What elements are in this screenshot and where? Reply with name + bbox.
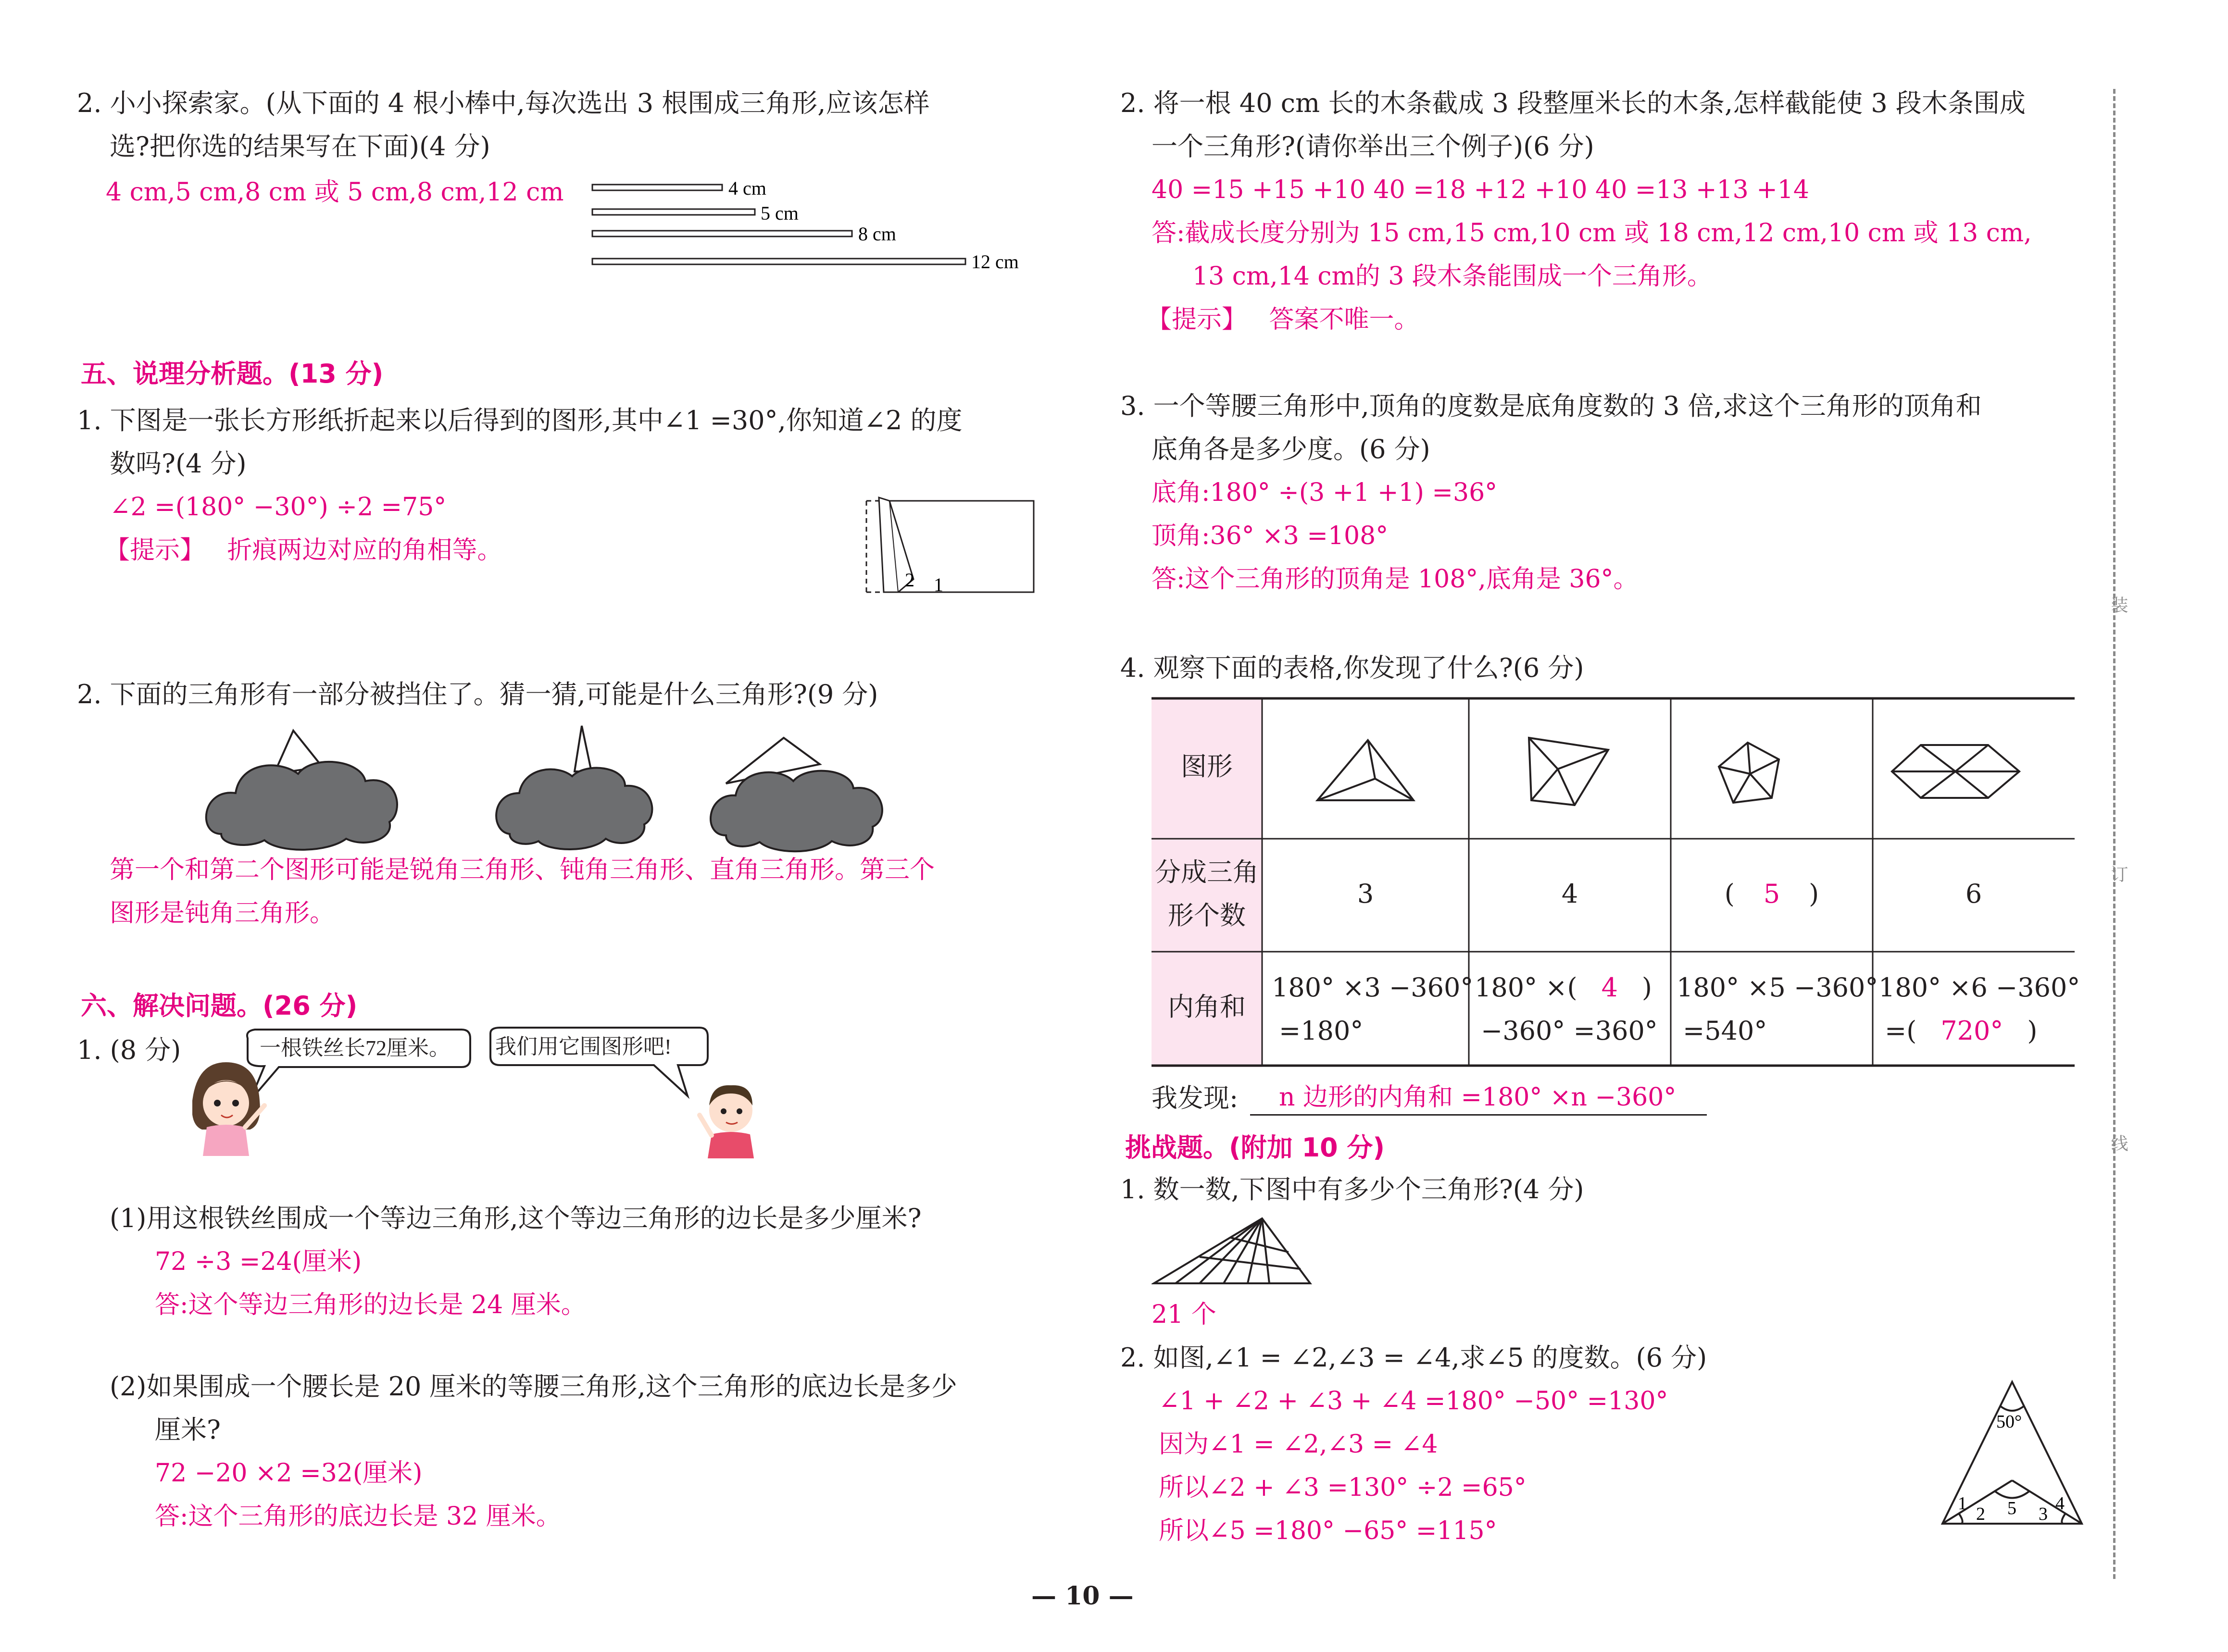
paren-right: )	[1809, 879, 1819, 909]
fig-angle-label-3: 3	[2039, 1504, 2048, 1524]
count-cell-1: 3	[1357, 879, 1374, 909]
section6-title: 六、解决问题。(26 分)	[81, 991, 358, 1021]
tip-label: 【提示】	[1147, 305, 1247, 334]
right-q2-line1: 2. 将一根 40 cm 长的木条截成 3 段整厘米长的木条,怎样截能使 3 段木条围成	[1120, 88, 2026, 118]
fig-angle-label-1: 1	[1958, 1493, 1967, 1514]
stick-label-8: 8 cm	[858, 223, 896, 245]
stick-label-4: 4 cm	[728, 177, 766, 199]
find-answer: n 边形的内角和 =180° ×n −360°	[1279, 1083, 1677, 1112]
tip-text: 答案不唯一。	[1269, 305, 1419, 334]
right-q2-line2: 一个三角形?(请你举出三个例子)(6 分)	[1152, 131, 1594, 161]
challenge-q2-answer-1: ∠1 + ∠2 + ∠3 + ∠4 =180° −50° =130°	[1159, 1387, 1668, 1416]
count-cell-3	[1671, 872, 1873, 916]
margin-char-1: 装	[2108, 596, 2128, 613]
sum-cell-2-l1	[1475, 966, 1652, 1009]
row-header-sum: 内角和	[1168, 992, 1246, 1022]
stick-label-12: 12 cm	[971, 251, 1019, 273]
page-number: — 10 —	[1031, 1581, 1134, 1611]
right-q3-line1: 3. 一个等腰三角形中,顶角的度数是底角度数的 3 倍,求这个三角形的顶角和	[1120, 391, 1982, 421]
sum4-answer: 720°	[1940, 1016, 2003, 1046]
binding-dashed-line	[2113, 89, 2115, 1579]
challenge-q1-line: 1. 数一数,下图中有多少个三角形?(4 分)	[1120, 1174, 1584, 1205]
tip-text: 折痕两边对应的角相等。	[227, 536, 502, 565]
s5-q2-line: 2. 下面的三角形有一部分被挡住了。猜一猜,可能是什么三角形?(9 分)	[77, 679, 878, 709]
count-answer: 5	[1763, 879, 1780, 909]
hexagon-6-shape	[1892, 745, 2019, 798]
girl-figure	[192, 1062, 264, 1156]
cloud-1	[206, 731, 397, 850]
count-cell-4: 6	[1965, 879, 1982, 909]
sum-cell-4-l2	[1885, 1009, 2037, 1053]
fan-triangles-figure	[1152, 1216, 1315, 1288]
polygon-table	[1152, 697, 2080, 1067]
bubble-girl-text: 一根铁丝长72厘米。	[260, 1036, 450, 1060]
sum2-answer: 4	[1601, 972, 1618, 1003]
s6-sub2-answer-2: 答:这个三角形的底边长是 32 厘米。	[155, 1502, 561, 1531]
sum2-suffix: )	[1641, 972, 1652, 1003]
angle-triangle-figure	[1938, 1379, 2087, 1528]
s5-q1-answer: ∠2 =(180° −30°) ÷2 =75°	[110, 493, 447, 522]
sum2-prefix: 180° ×(	[1475, 972, 1577, 1003]
cloud-2	[496, 726, 652, 849]
right-q2-answer-2: 答:截成长度分别为 15 cm,15 cm,10 cm 或 18 cm,12 cm,10 cm 或 13 cm,	[1152, 219, 2032, 248]
left-q2-line1: 2. 小小探索家。(从下面的 4 根小棒中,每次选出 3 根围成三角形,应该怎样	[77, 88, 930, 118]
sum4-prefix: =(	[1885, 1016, 1917, 1046]
right-q3-line2: 底角各是多少度。(6 分)	[1152, 434, 1430, 464]
fig-angle-label-5: 5	[2007, 1498, 2016, 1518]
tip-label: 【提示】	[105, 536, 205, 565]
sum-cell-1-l1: 180° ×3 −360°	[1272, 972, 1474, 1003]
left-q2-answer: 4 cm,5 cm,8 cm 或 5 cm,8 cm,12 cm	[106, 178, 564, 207]
row-header-count-2: 形个数	[1168, 900, 1246, 931]
find-underline	[1250, 1114, 1707, 1116]
challenge-q1-answer: 21 个	[1152, 1300, 1216, 1329]
fig-angle-label-4: 4	[2055, 1493, 2065, 1514]
right-q2-tip	[1147, 298, 1419, 341]
sum-cell-1-l2: =180°	[1279, 1016, 1364, 1046]
sum-cell-4-l1: 180° ×6 −360°	[1878, 972, 2080, 1003]
cloud-3	[711, 738, 882, 851]
challenge-q2-answer-3: 所以∠2 + ∠3 =130° ÷2 =65°	[1159, 1473, 1527, 1502]
sum4-suffix: )	[2027, 1016, 2038, 1046]
s5-q1-line2: 数吗?(4 分)	[110, 448, 247, 479]
boy-figure	[700, 1085, 754, 1158]
sum-cell-3-l2: =540°	[1683, 1016, 1767, 1046]
right-q3-answer-1: 底角:180° ÷(3 +1 +1) =36°	[1152, 478, 1498, 507]
row-header-count-1: 分成三角	[1155, 857, 1259, 887]
fig-angle-2: 2	[905, 569, 914, 591]
right-q3-answer-2: 顶角:36° ×3 =108°	[1152, 522, 1389, 550]
count-cell-2: 4	[1561, 879, 1578, 909]
pentagon-shape	[1529, 738, 1608, 805]
right-q2-answer-1: 40 =15 +15 +10 40 =18 +12 +10 40 =13 +13 +14	[1152, 175, 1809, 204]
fig-angle-1: 1	[934, 574, 943, 596]
s5-q2-answer-1: 第一个和第二个图形可能是锐角三角形、钝角三角形、直角三角形。第三个	[110, 856, 935, 884]
s6-q1-label: 1. (8 分)	[77, 1035, 181, 1065]
sum-cell-2-l2: −360° =360°	[1481, 1016, 1658, 1046]
bubble-boy-text: 我们用它围图形吧!	[495, 1035, 672, 1058]
fig-angle-label-2: 2	[1976, 1504, 1985, 1524]
sticks-figure	[591, 173, 1048, 284]
s6-sub2-line2: 厘米?	[155, 1415, 221, 1445]
s6-sub2-line1: (2)如果围成一个腰长是 20 厘米的等腰三角形,这个三角形的底边长是多少	[110, 1371, 957, 1402]
folded-paper-figure	[861, 495, 1043, 598]
challenge-q2-line: 2. 如图,∠1 = ∠2,∠3 = ∠4,求∠5 的度数。(6 分)	[1120, 1342, 1707, 1373]
s5-q1-tip	[105, 529, 502, 572]
kids-illustration	[192, 1024, 769, 1158]
row-header-shape: 图形	[1181, 751, 1233, 782]
quadrilateral-shape	[1317, 740, 1414, 800]
paren-left: (	[1724, 879, 1735, 909]
sum-cell-3-l1: 180° ×5 −360°	[1677, 972, 1878, 1003]
challenge-q2-answer-2: 因为∠1 = ∠2,∠3 = ∠4	[1159, 1430, 1438, 1459]
s5-q2-answer-2: 图形是钝角三角形。	[110, 899, 335, 928]
clouds-figure	[202, 721, 923, 865]
s6-sub1-answer-1: 72 ÷3 =24(厘米)	[155, 1247, 362, 1276]
margin-char-2: 订	[2108, 865, 2128, 882]
s6-sub1: (1)用这根铁丝围成一个等边三角形,这个等边三角形的边长是多少厘米?	[110, 1203, 922, 1233]
fig-angle-50: 50°	[1996, 1412, 2022, 1432]
s6-sub2-answer-1: 72 −20 ×2 =32(厘米)	[155, 1459, 423, 1488]
stick-label-5: 5 cm	[761, 202, 799, 224]
s6-sub1-answer-2: 答:这个等边三角形的边长是 24 厘米。	[155, 1291, 586, 1319]
challenge-title: 挑战题。(附加 10 分)	[1125, 1132, 1385, 1163]
find-label: 我发现:	[1152, 1083, 1239, 1113]
left-q2-line2: 选?把你选的结果写在下面)(4 分)	[110, 131, 490, 161]
section5-title: 五、说理分析题。(13 分)	[81, 359, 384, 389]
right-q2-answer-3: 13 cm,14 cm的 3 段木条能围成一个三角形。	[1192, 262, 1712, 291]
right-q3-answer-3: 答:这个三角形的顶角是 108°,底角是 36°。	[1152, 565, 1639, 594]
s5-q1-line1: 1. 下图是一张长方形纸折起来以后得到的图形,其中∠1 =30°,你知道∠2 的度	[77, 405, 963, 435]
right-q4-line: 4. 观察下面的表格,你发现了什么?(6 分)	[1120, 653, 1584, 683]
hexagon-shape	[1719, 743, 1779, 803]
challenge-q2-answer-4: 所以∠5 =180° −65° =115°	[1159, 1516, 1497, 1545]
margin-char-3: 线	[2108, 1134, 2128, 1152]
